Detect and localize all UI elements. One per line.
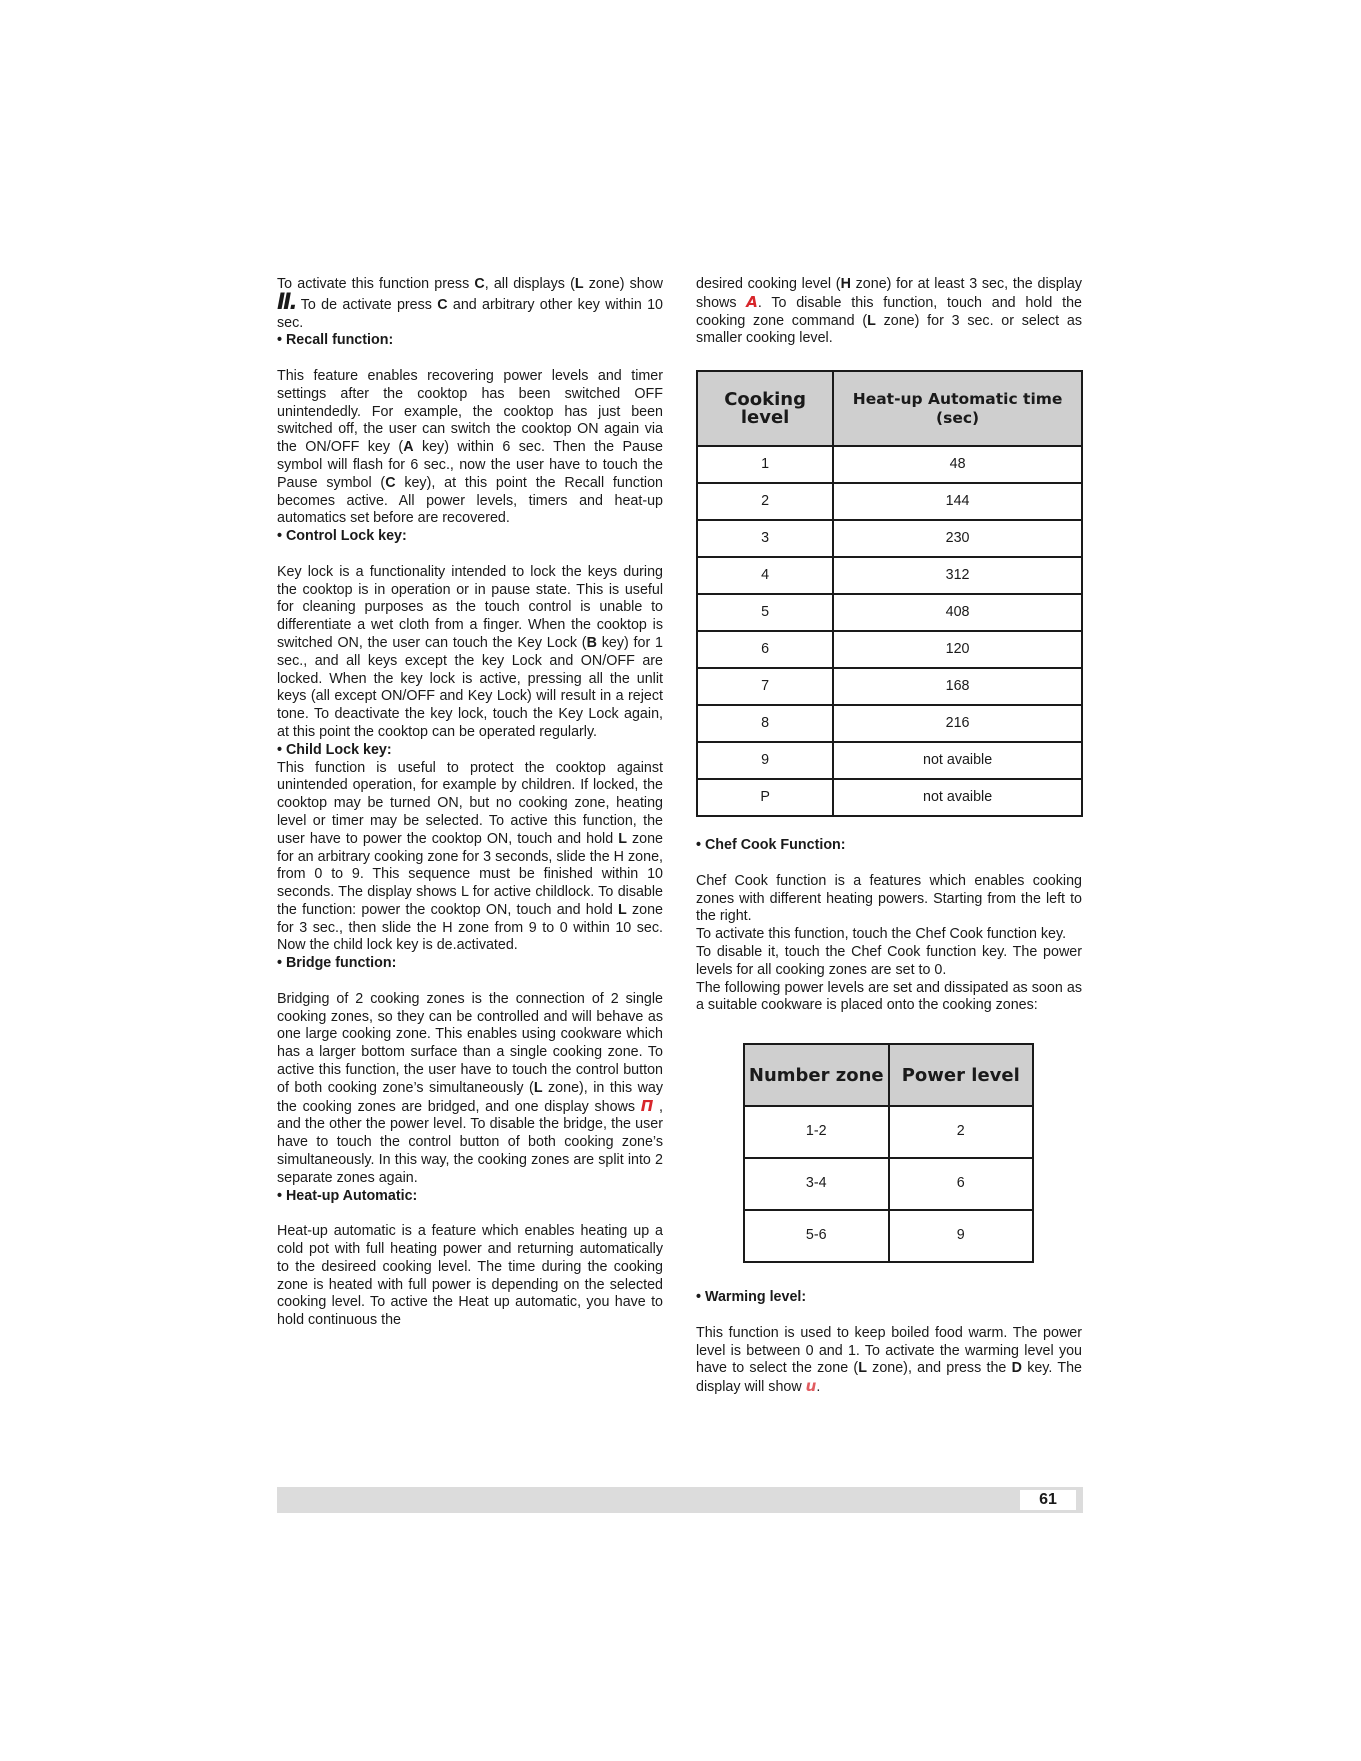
- warming-heading: • Warming level:: [696, 1289, 807, 1306]
- left-column: [277, 276, 663, 1330]
- heatup-continued-paragraph: desired cooking level (H zone) for at least 3 sec, the display shows A. To disable this function, touch and hold the cooking zone command (L zone) for 3 sec. or select as smaller cooking level.: [696, 276, 1082, 347]
- power-level-table: [743, 1043, 1034, 1263]
- chef-cook-paragraph-3: To disable it, touch the Chef Cook function key. The power levels for all cooking zones are set to 0.: [696, 943, 1082, 978]
- table-row: 1 48: [697, 446, 1082, 483]
- recall-heading: • Recall function:: [277, 332, 394, 349]
- bridge-display-glyph: Π: [640, 1096, 654, 1115]
- heatup-time-table: [696, 370, 1083, 817]
- table-row: 3-4 6: [744, 1158, 1033, 1210]
- recall-paragraph: This feature enables recovering power levels and timer settings after the cooktop has been switched OFF unintendedly. For example, the cooktop has just been switched off, the user can switch the cooktop ON again via the ON/OFF key (A key) within 6 sec. Then the Pause symbol will flash for 6 sec., now the user have to touch the Pause symbol (C key), at this point the Recall function becomes active. All power levels, timers and heat-up automatics set before are recovered.: [277, 367, 664, 527]
- bridge-heading: • Bridge function:: [277, 955, 397, 972]
- chef-cook-paragraph-1: Chef Cook function is a features which enables cooking zones with different heating powers. Starting from the left to the right.: [696, 872, 1082, 925]
- table-header: Number zone: [744, 1044, 889, 1106]
- a-display-glyph: A: [746, 292, 758, 311]
- child-lock-paragraph: This function is useful to protect the cooktop against unintended operation, for example by children. If locked, the cooktop may be turned ON, but no cooking zone, heating level or timer may be selected. To active this function, the user have to power the cooktop ON, touch and hold L zone for an arbitrary cooking zone for 3 seconds, slide the H zone, from 0 to 9. This sequence must be finished within 10 seconds. The display shows L for active childlock. To disable the function: power the cooktop ON, touch and hold L zone for 3 sec., then slide the H zone from 9 to 0 within 10 sec. Now the child lock key is de.activated.: [277, 759, 664, 954]
- table-row: 5 408: [697, 594, 1082, 631]
- chef-cook-paragraph-4: The following power levels are set and dissipated as soon as a suitable cookware is placed onto the cooking zones:: [696, 979, 1082, 1014]
- table-header: Heat-up Automatic time (sec): [833, 371, 1082, 446]
- table-row: 2 144: [697, 483, 1082, 520]
- control-lock-heading: • Control Lock key:: [277, 528, 407, 545]
- table-row: 6 120: [697, 631, 1082, 668]
- control-lock-paragraph: Key lock is a functionality intended to lock the keys during the cooktop is in operation or in pause state. This is useful for cleaning purposes as the touch control is unable to differentiate a wet cloth from a finger. When the cooktop is switched ON, the user can touch the Key Lock (B key) for 1 sec., and all keys except the key Lock and ON/OFF are locked. When the key lock is active, pressing all the unlit keys (all except ON/OFF and Key Lock) will result in a reject tone. To deactivate the key lock, touch the Key Lock again, at this point the cooktop can be operated regularly.: [277, 563, 663, 740]
- table-row: P not avaible: [697, 779, 1082, 816]
- table-row: 7 168: [697, 668, 1082, 705]
- child-lock-heading: • Child Lock key:: [277, 741, 392, 758]
- table-row: 3 230: [697, 520, 1082, 557]
- pause-symbol: II.: [277, 289, 296, 315]
- intro-paragraph: To activate this function press C, all displays (L zone) show II. To de activate press C and arbitrary other key within 10 sec.: [277, 276, 663, 331]
- table-row: 9 not avaible: [697, 742, 1082, 779]
- table-row: 4 312: [697, 557, 1082, 594]
- warming-display-glyph: u: [805, 1377, 817, 1396]
- chef-cook-heading: • Chef Cook Function:: [696, 837, 846, 854]
- chef-cook-paragraph-2: To activate this function, touch the Chef Cook function key.: [696, 926, 1067, 943]
- bridge-paragraph: Bridging of 2 cooking zones is the connection of 2 single cooking zones, so they can be controlled and will behave as one large cooking zone. This enables using cookware which has a larger bottom surface than a single cooking zone. To active this function, the user have to touch the control button of both cooking zone’s simultaneously (L zone), in this way the cooking zones are bridged, and one display shows Π , and the other the power level. To disable the bridge, the user have to touch the control button of both cooking zone’s simultaneously. In this way, the cooking zones are split into 2 separate zones again.: [277, 990, 663, 1186]
- right-column: [696, 276, 1082, 1397]
- table-row: 8 216: [697, 705, 1082, 742]
- heatup-heading: • Heat-up Automatic:: [277, 1187, 418, 1204]
- warming-paragraph: This function is used to keep boiled food warm. The power level is between 0 and 1. To activate the warming level you have to select the zone (L zone), and press the D key. The display will show u.: [696, 1324, 1082, 1396]
- table-row: 1-2 2: [744, 1106, 1033, 1158]
- page-number: 61: [1020, 1490, 1076, 1510]
- footer-bar: [277, 1487, 1083, 1513]
- table-row: 5-6 9: [744, 1210, 1033, 1262]
- table-header: Cooking level: [697, 371, 833, 446]
- heatup-paragraph: Heat-up automatic is a feature which enables heating up a cold pot with full heating power and returning automatically to the desireed cooking level. The time during the cooking zone is heated with full power is depending on the selected cooking level. To active the Heat up automatic, you have to hold continuous the: [277, 1223, 663, 1329]
- table-header: Power level: [889, 1044, 1034, 1106]
